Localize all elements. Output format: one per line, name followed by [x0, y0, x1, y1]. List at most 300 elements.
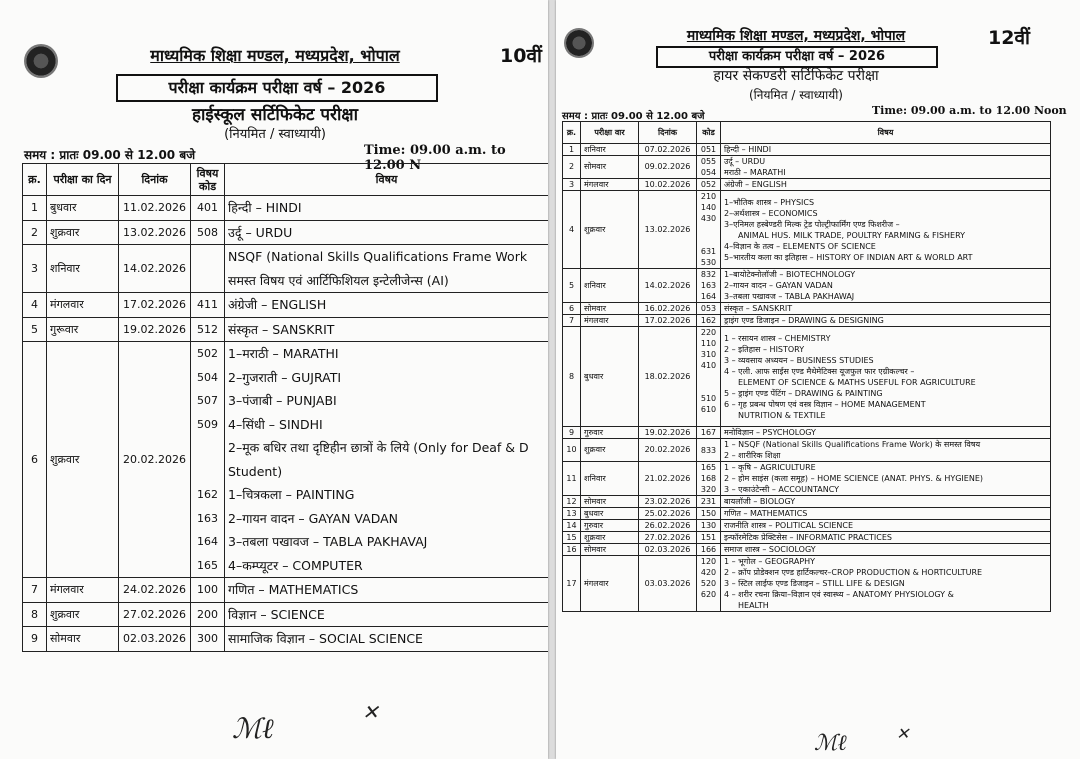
subject-code: 151: [700, 533, 717, 542]
row-subjects: [721, 269, 1051, 303]
table-row: [23, 196, 549, 221]
header-code: कोड: [697, 122, 721, 144]
row-date: 02.03.2026: [119, 627, 191, 652]
row-sn: 5: [563, 269, 581, 303]
row-sn: 4: [563, 191, 581, 269]
row-date: 26.02.2026: [639, 520, 697, 532]
row-codes: [697, 544, 721, 556]
header-sn: क्र.: [23, 164, 47, 196]
subject-code: 508: [197, 225, 218, 239]
row-codes: [697, 179, 721, 191]
row-sn: 4: [23, 293, 47, 318]
subject-line: 2–मूक बधिर तथा दृष्टिहीन छात्रों के लिये (Only for Deaf & D: [228, 440, 529, 455]
subject-code: 631: [700, 247, 717, 256]
class12-timetable-page: [556, 0, 1080, 759]
row-day: बुधवार: [581, 327, 639, 427]
table-row: [563, 462, 1051, 496]
subject-line: गणित – MATHEMATICS: [724, 509, 808, 518]
row-subjects: [225, 602, 549, 627]
row-date: 23.02.2026: [639, 496, 697, 508]
subject-code: 051: [700, 145, 717, 154]
subject-line: 1–बायोटेक्नोलॉजी – BIOTECHNOLOGY: [724, 270, 856, 279]
subject-code: 502: [197, 347, 218, 360]
row-date: 17.02.2026: [119, 293, 191, 318]
subject-line: 2–गायन वादन – GAYAN VADAN: [724, 281, 833, 290]
subject-line: ELEMENT OF SCIENCE & MATHS USEFUL FOR AGRICULTURE: [738, 377, 976, 387]
exam-name: हाईस्कूल सर्टिफिकेट परीक्षा: [191, 105, 358, 125]
row-codes: [697, 439, 721, 462]
table-row: [563, 269, 1051, 303]
subject-code: 163: [197, 511, 218, 525]
subject-line: 4–सिंधी – SINDHI: [228, 416, 323, 432]
subject-line: 4–विज्ञान के तत्व – ELEMENTS OF SCIENCE: [724, 241, 876, 251]
row-day: सोमवार: [47, 627, 119, 652]
subject-line: 1 – रसायन शास्त्र – CHEMISTRY: [724, 333, 831, 343]
row-subjects: [721, 508, 1051, 520]
table-row: [563, 508, 1051, 520]
subject-line: 1 – कृषि – AGRICULTURE: [724, 463, 816, 472]
subject-code: 164: [700, 292, 717, 301]
row-date: 24.02.2026: [119, 578, 191, 603]
row-date: 20.02.2026: [119, 342, 191, 578]
subject-code: 833: [700, 445, 717, 455]
subject-code: 140: [700, 203, 717, 212]
row-day: सोमवार: [581, 156, 639, 179]
row-subjects: [721, 144, 1051, 156]
class12-schedule-table: [562, 121, 1051, 612]
time-hindi: समय : प्रातः 09.00 से 12.00 बजे: [24, 148, 196, 162]
subject-line: 2 – शारीरिक शिक्षा: [724, 451, 781, 460]
table-row: [23, 220, 549, 245]
row-codes: [191, 602, 225, 627]
row-sn: 12: [563, 496, 581, 508]
subject-code: 167: [700, 428, 717, 437]
row-day: मंगलवार: [47, 578, 119, 603]
row-subjects: [225, 317, 549, 342]
row-sn: 3: [563, 179, 581, 191]
subject-code: [700, 382, 717, 393]
subject-line: मनोविज्ञान – PSYCHOLOGY: [724, 428, 816, 437]
subject-line: ANIMAL HUS. MILK TRADE, POULTRY FARMING & FISHERY: [738, 230, 966, 240]
row-codes: [191, 220, 225, 245]
row-codes: [697, 191, 721, 269]
table-row: [563, 179, 1051, 191]
row-sn: 9: [23, 627, 47, 652]
table-row: [563, 520, 1051, 532]
program-title: परीक्षा कार्यक्रम परीक्षा वर्ष – 2026: [656, 46, 938, 68]
subject-code: 166: [700, 545, 717, 554]
subject-line: 1 – NSQF (National Skills Qualifications Frame Work) के समस्त विषय: [724, 440, 981, 449]
subject-line: इन्फॉरमेटिक प्रेक्टिसेस – INFORMATIC PRACTICES: [724, 533, 892, 542]
subject-code: 504: [197, 370, 218, 384]
row-date: 16.02.2026: [639, 303, 697, 315]
row-subjects: [721, 496, 1051, 508]
row-codes: [697, 144, 721, 156]
subject-line: 4–कम्प्यूटर – COMPUTER: [228, 557, 363, 573]
row-subjects: [721, 556, 1051, 612]
row-day: मंगलवार: [581, 315, 639, 327]
row-date: 27.02.2026: [639, 532, 697, 544]
subject-code: 610: [700, 405, 717, 414]
row-subjects: [225, 196, 549, 221]
row-date: 09.02.2026: [639, 156, 697, 179]
subject-line: हिन्दी – HINDI: [228, 200, 302, 215]
subject-code: [194, 460, 221, 484]
row-date: 11.02.2026: [119, 196, 191, 221]
subject-line: 1–भौतिक शास्त्र – PHYSICS: [724, 197, 815, 207]
subject-code: 210: [700, 192, 717, 201]
signature: ℳℓ: [814, 731, 847, 756]
row-subjects: [225, 245, 549, 293]
subject-code: 220: [700, 328, 717, 337]
row-day: मंगलवार: [581, 556, 639, 612]
subject-code: [700, 235, 717, 246]
row-codes: [697, 269, 721, 303]
subject-code: 620: [700, 590, 717, 599]
subject-line: 2 – क्रॉप प्रोडेक्शन एण्ड हार्टिकल्चर–CROP PRODUCTION & HORTICULTURE: [724, 568, 983, 577]
row-day: मंगलवार: [581, 179, 639, 191]
subject-line: HEALTH: [738, 601, 769, 610]
row-codes: [191, 578, 225, 603]
row-day: शुक्रवार: [47, 342, 119, 578]
subject-line: बायलॉजी – BIOLOGY: [724, 497, 796, 506]
row-subjects: [721, 179, 1051, 191]
subject-code: 401: [197, 201, 218, 214]
row-day: शनिवार: [581, 269, 639, 303]
table-row: [23, 293, 549, 318]
row-day: शनिवार: [581, 462, 639, 496]
subject-line: 5–भारतीय कला का इतिहास – HISTORY OF INDIAN ART & WORLD ART: [724, 252, 973, 262]
row-sn: 16: [563, 544, 581, 556]
row-day: सोमवार: [581, 303, 639, 315]
row-codes: [697, 556, 721, 612]
subject-line: 3 – स्टिल लाईफ एण्ड डिजाइन – STILL LIFE & DESIGN: [724, 579, 905, 588]
subject-line: मराठी – MARATHI: [724, 168, 786, 177]
subject-line: उर्दू – URDU: [724, 157, 766, 166]
board-name: माध्यमिक शिक्षा मण्डल, मध्यप्रदेश, भोपाल: [686, 28, 906, 44]
subject-line: 1–मराठी – MARATHI: [228, 346, 339, 361]
row-subjects: [721, 327, 1051, 427]
row-sn: 7: [563, 315, 581, 327]
subject-line: 6 – गृह प्रबन्ध पोषण एवं वस्त्र विज्ञान – HOME MANAGEMENT: [724, 399, 926, 409]
row-day: बुधवार: [581, 508, 639, 520]
row-date: 14.02.2026: [639, 269, 697, 303]
header-date: दिनांक: [639, 122, 697, 144]
subject-code: 053: [700, 304, 717, 313]
row-sn: 3: [23, 245, 47, 293]
subject-code: 150: [700, 509, 717, 518]
row-day: गुरुवार: [581, 520, 639, 532]
row-subjects: [721, 520, 1051, 532]
table-row: [563, 156, 1051, 179]
subject-line: 1–चित्रकला – PAINTING: [228, 487, 355, 502]
row-subjects: [721, 191, 1051, 269]
subject-line: उर्दू – URDU: [228, 224, 293, 240]
row-date: 13.02.2026: [119, 220, 191, 245]
subject-line: 3–तबला पखावज – TABLA PAKHAVAJ: [228, 534, 428, 549]
row-codes: [697, 427, 721, 439]
row-day: मंगलवार: [47, 293, 119, 318]
subject-line: 3 – एकाउंटेन्सी – ACCOUNTANCY: [724, 485, 840, 494]
row-subjects: [225, 293, 549, 318]
subject-code: 510: [700, 394, 717, 403]
program-title: परीक्षा कार्यक्रम परीक्षा वर्ष – 2026: [116, 74, 438, 102]
row-codes: [697, 303, 721, 315]
table-row: [563, 144, 1051, 156]
row-sn: 14: [563, 520, 581, 532]
header-sn: क्र.: [563, 122, 581, 144]
subject-line: अंग्रेजी – ENGLISH: [724, 180, 787, 189]
subject-code: 054: [700, 168, 717, 177]
row-subjects: [721, 427, 1051, 439]
class-label: 10वीं: [500, 45, 542, 67]
time-hindi: समय : प्रातः 09.00 से 12.00 बजे: [562, 111, 705, 122]
subject-line: 1 – भूगोल – GEOGRAPHY: [724, 557, 816, 566]
time-english: Time: 09.00 a.m. to 12.00 Noon: [872, 104, 1067, 117]
row-subjects: [721, 156, 1051, 179]
subject-line: 3–तबला पखावज – TABLA PAKHAWAJ: [724, 292, 855, 301]
row-sn: 7: [23, 578, 47, 603]
row-date: 19.02.2026: [639, 427, 697, 439]
subject-line: 4 – एली. आफ साईस एण्ड मैथेमेटिक्स यूजफुल फार एग्रीकल्चर –: [724, 366, 915, 376]
header-date: दिनांक: [119, 164, 191, 196]
row-date: 13.02.2026: [639, 191, 697, 269]
table-row: [23, 245, 549, 293]
row-codes: [191, 196, 225, 221]
row-sn: 17: [563, 556, 581, 612]
row-subjects: [721, 303, 1051, 315]
row-sn: 11: [563, 462, 581, 496]
subject-line: अंग्रेजी – ENGLISH: [228, 297, 327, 312]
subject-line: 3–पंजाबी – PUNJABI: [228, 393, 337, 408]
row-day: शुक्रवार: [47, 220, 119, 245]
subject-line: 4 – शरीर रचना क्रिया–विज्ञान एवं स्वास्थ्य – ANATOMY PHYSIOLOGY &: [724, 590, 954, 599]
row-subjects: [721, 532, 1051, 544]
row-day: गुरुवार: [581, 427, 639, 439]
table-row: [563, 303, 1051, 315]
row-codes: [697, 156, 721, 179]
subject-code: 200: [197, 607, 218, 621]
subject-line: NSQF (National Skills Qualifications Frame Work: [228, 249, 528, 264]
subject-code: 100: [197, 583, 218, 596]
subject-line: संस्कृत – SANSKRIT: [724, 304, 793, 313]
row-date: 17.02.2026: [639, 315, 697, 327]
time-english: Time: 09.00 a.m. to 12.00 N: [364, 143, 506, 173]
row-day: शुक्रवार: [581, 191, 639, 269]
subject-code: [700, 224, 717, 235]
header-code: विषय कोड: [191, 164, 225, 196]
subject-code: [700, 600, 717, 611]
subject-line: विज्ञान – SCIENCE: [228, 606, 325, 622]
subject-line: संस्कृत – SANSKRIT: [228, 321, 335, 337]
subject-code: 507: [197, 394, 218, 407]
row-codes: [191, 245, 225, 293]
row-codes: [697, 532, 721, 544]
row-sn: 2: [563, 156, 581, 179]
subject-code: 430: [700, 214, 717, 223]
subject-code: 165: [197, 558, 218, 572]
subject-line: 2–गुजराती – GUJRATI: [228, 369, 342, 385]
row-sn: 6: [23, 342, 47, 578]
header-subject: विषय: [721, 122, 1051, 144]
subject-code: 509: [197, 417, 218, 431]
class10-schedule-table: [22, 163, 548, 652]
row-codes: [191, 627, 225, 652]
row-subjects: [721, 439, 1051, 462]
table-row: [563, 427, 1051, 439]
row-subjects: [225, 578, 549, 603]
subject-line: Student): [228, 463, 283, 479]
subject-line: हिन्दी – HINDI: [724, 145, 772, 154]
row-day: शनिवार: [47, 245, 119, 293]
row-date: 21.02.2026: [639, 462, 697, 496]
row-date: 02.03.2026: [639, 544, 697, 556]
row-day: सोमवार: [581, 544, 639, 556]
board-name: माध्यमिक शिक्षा मण्डल, मध्यप्रदेश, भोपाल: [150, 46, 400, 65]
subject-line: 5 – ड्राइंग एण्ड पेंटिंग – DRAWING & PAINTING: [724, 388, 883, 398]
subject-line: सामाजिक विज्ञान – SOCIAL SCIENCE: [228, 631, 423, 646]
subject-line: समस्त विषय एवं आर्टिफिशियल इन्टेलीजेन्स (AI): [228, 272, 449, 288]
table-row: [23, 317, 549, 342]
subject-code: 168: [700, 474, 717, 483]
row-date: 19.02.2026: [119, 317, 191, 342]
subject-code: 310: [700, 350, 717, 359]
row-codes: [697, 327, 721, 427]
row-subjects: [721, 315, 1051, 327]
subject-code: 320: [700, 485, 717, 494]
row-sn: 15: [563, 532, 581, 544]
row-subjects: [721, 462, 1051, 496]
subject-line: गणित – MATHEMATICS: [228, 582, 359, 597]
subject-code: 120: [700, 557, 717, 566]
subject-line: 3 – व्यवसाय अध्ययन – BUSINESS STUDIES: [724, 355, 874, 365]
subject-code: 832: [700, 270, 717, 279]
header-subject: विषय: [225, 164, 549, 196]
subject-code: [700, 371, 717, 382]
subject-code: 165: [700, 463, 717, 472]
row-date: 14.02.2026: [119, 245, 191, 293]
subject-code: 055: [700, 157, 717, 166]
subject-line: 2–अर्थशास्त्र – ECONOMICS: [724, 208, 818, 218]
exam-name: हायर सेकण्डरी सर्टिफिकेट परीक्षा: [713, 68, 879, 84]
subject-code: 162: [700, 316, 717, 325]
subject-code: 411: [197, 298, 218, 311]
signature-mark: ✕: [362, 700, 379, 724]
subject-line: राजनीति शास्त्र – POLITICAL SCIENCE: [724, 521, 854, 530]
row-subjects: [721, 544, 1051, 556]
subject-code: [194, 269, 221, 293]
signature: ℳℓ: [232, 712, 274, 745]
subject-code: 130: [700, 521, 717, 530]
subject-code: 300: [197, 632, 218, 645]
row-date: 07.02.2026: [639, 144, 697, 156]
row-codes: [191, 293, 225, 318]
table-row: [23, 602, 549, 627]
row-date: 18.02.2026: [639, 327, 697, 427]
class-label: 12वीं: [988, 27, 1030, 49]
subject-code: 110: [700, 339, 717, 348]
row-codes: [697, 462, 721, 496]
subject-line: 3–एनिमल हस्बेण्डरी मिल्क ट्रेड पोल्ट्रीफार्मिंग एण्ड फिशरीज –: [724, 219, 900, 229]
exam-mode: (नियमित / स्वाध्यायी): [749, 88, 843, 102]
subject-code: [194, 245, 221, 269]
subject-code: 162: [197, 488, 218, 501]
subject-line: 2 – इतिहास – HISTORY: [724, 344, 805, 354]
row-subjects: [225, 627, 549, 652]
subject-code: 520: [700, 579, 717, 588]
row-sn: 10: [563, 439, 581, 462]
board-seal-icon: [24, 44, 58, 78]
row-date: 25.02.2026: [639, 508, 697, 520]
table-row: [23, 342, 549, 578]
row-sn: 8: [563, 327, 581, 427]
row-subjects: [225, 342, 549, 578]
board-seal-icon: [564, 28, 594, 58]
row-date: 10.02.2026: [639, 179, 697, 191]
header-day: परीक्षा का दिन: [47, 164, 119, 196]
subject-code: 164: [197, 535, 218, 548]
row-sn: 2: [23, 220, 47, 245]
subject-line: 2 – होम साइंस (कला समूह) – HOME SCIENCE (ANAT. PHYS. & HYGIENE): [724, 474, 983, 483]
subject-code: [194, 436, 221, 460]
row-day: शुक्रवार: [581, 532, 639, 544]
row-day: शुक्रवार: [47, 602, 119, 627]
table-row: [563, 496, 1051, 508]
row-sn: 13: [563, 508, 581, 520]
subject-line: समाज शास्त्र – SOCIOLOGY: [724, 545, 816, 554]
row-codes: [191, 342, 225, 578]
subject-code: 420: [700, 568, 717, 577]
row-sn: 5: [23, 317, 47, 342]
row-day: गुरूवार: [47, 317, 119, 342]
table-row: [563, 439, 1051, 462]
row-codes: [697, 508, 721, 520]
row-subjects: [225, 220, 549, 245]
subject-line: NUTRITION & TEXTILE: [738, 410, 826, 420]
signature-mark: ✕: [896, 724, 910, 743]
subject-code: [700, 415, 717, 426]
row-codes: [697, 520, 721, 532]
subject-code: 410: [700, 361, 717, 370]
row-date: 27.02.2026: [119, 602, 191, 627]
row-codes: [697, 496, 721, 508]
row-day: बुधवार: [47, 196, 119, 221]
subject-code: 231: [700, 497, 717, 506]
table-row: [563, 544, 1051, 556]
table-row: [23, 578, 549, 603]
table-row: [563, 556, 1051, 612]
row-codes: [697, 315, 721, 327]
row-date: 20.02.2026: [639, 439, 697, 462]
table-row: [23, 627, 549, 652]
row-codes: [191, 317, 225, 342]
subject-code: 052: [700, 180, 717, 189]
subject-code: 163: [700, 281, 717, 290]
subject-line: 2–गायन वादन – GAYAN VADAN: [228, 510, 399, 526]
table-row: [563, 532, 1051, 544]
subject-code: 512: [197, 322, 218, 336]
table-row: [563, 191, 1051, 269]
table-row: [563, 327, 1051, 427]
row-sn: 6: [563, 303, 581, 315]
subject-line: ड्राइंग एण्ड डिजाइन – DRAWING & DESIGNING: [724, 316, 884, 325]
row-date: 03.03.2026: [639, 556, 697, 612]
row-sn: 1: [563, 144, 581, 156]
header-day: परीक्षा वार: [581, 122, 639, 144]
row-sn: 1: [23, 196, 47, 221]
row-day: शनिवार: [581, 144, 639, 156]
row-day: सोमवार: [581, 496, 639, 508]
